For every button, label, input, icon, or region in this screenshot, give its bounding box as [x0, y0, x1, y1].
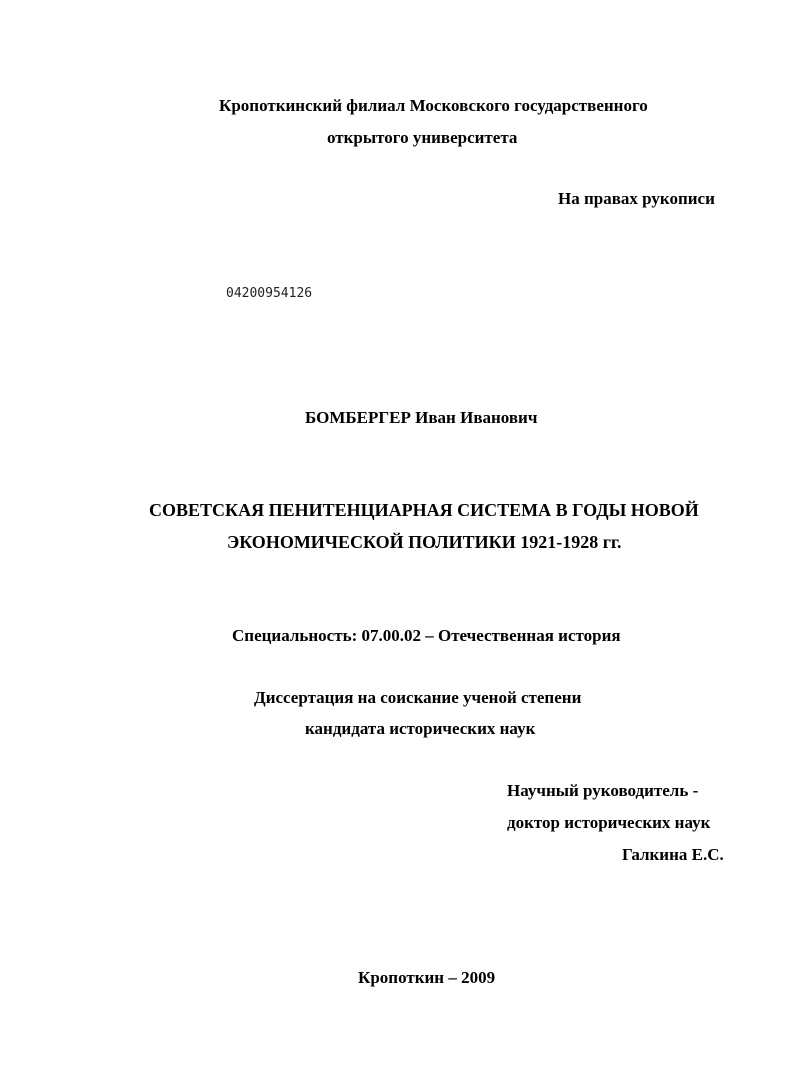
- thesis-title-line-1: СОВЕТСКАЯ ПЕНИТЕНЦИАРНАЯ СИСТЕМА В ГОДЫ НОВОЙ: [149, 500, 699, 520]
- registration-number: 04200954126: [226, 286, 313, 301]
- degree-line-1: Диссертация на соискание ученой степени: [254, 688, 582, 707]
- degree-line-2: кандидата исторических наук: [305, 719, 536, 738]
- supervisor-label: Научный руководитель -: [507, 781, 699, 800]
- thesis-title-line-2: ЭКОНОМИЧЕСКОЙ ПОЛИТИКИ 1921-1928 гг.: [227, 532, 622, 552]
- place-year: Кропоткин – 2009: [358, 968, 496, 987]
- institution-line-1: Кропоткинский филиал Московского государственного: [219, 96, 648, 115]
- supervisor-name: Галкина Е.С.: [622, 845, 724, 864]
- institution-line-2: открытого университета: [327, 128, 518, 147]
- rights-note: На правах рукописи: [558, 189, 715, 208]
- author-name: БОМБЕРГЕР Иван Иванович: [305, 408, 538, 427]
- specialty: Специальность: 07.00.02 – Отечественная история: [232, 626, 621, 645]
- supervisor-degree: доктор исторических наук: [507, 813, 711, 832]
